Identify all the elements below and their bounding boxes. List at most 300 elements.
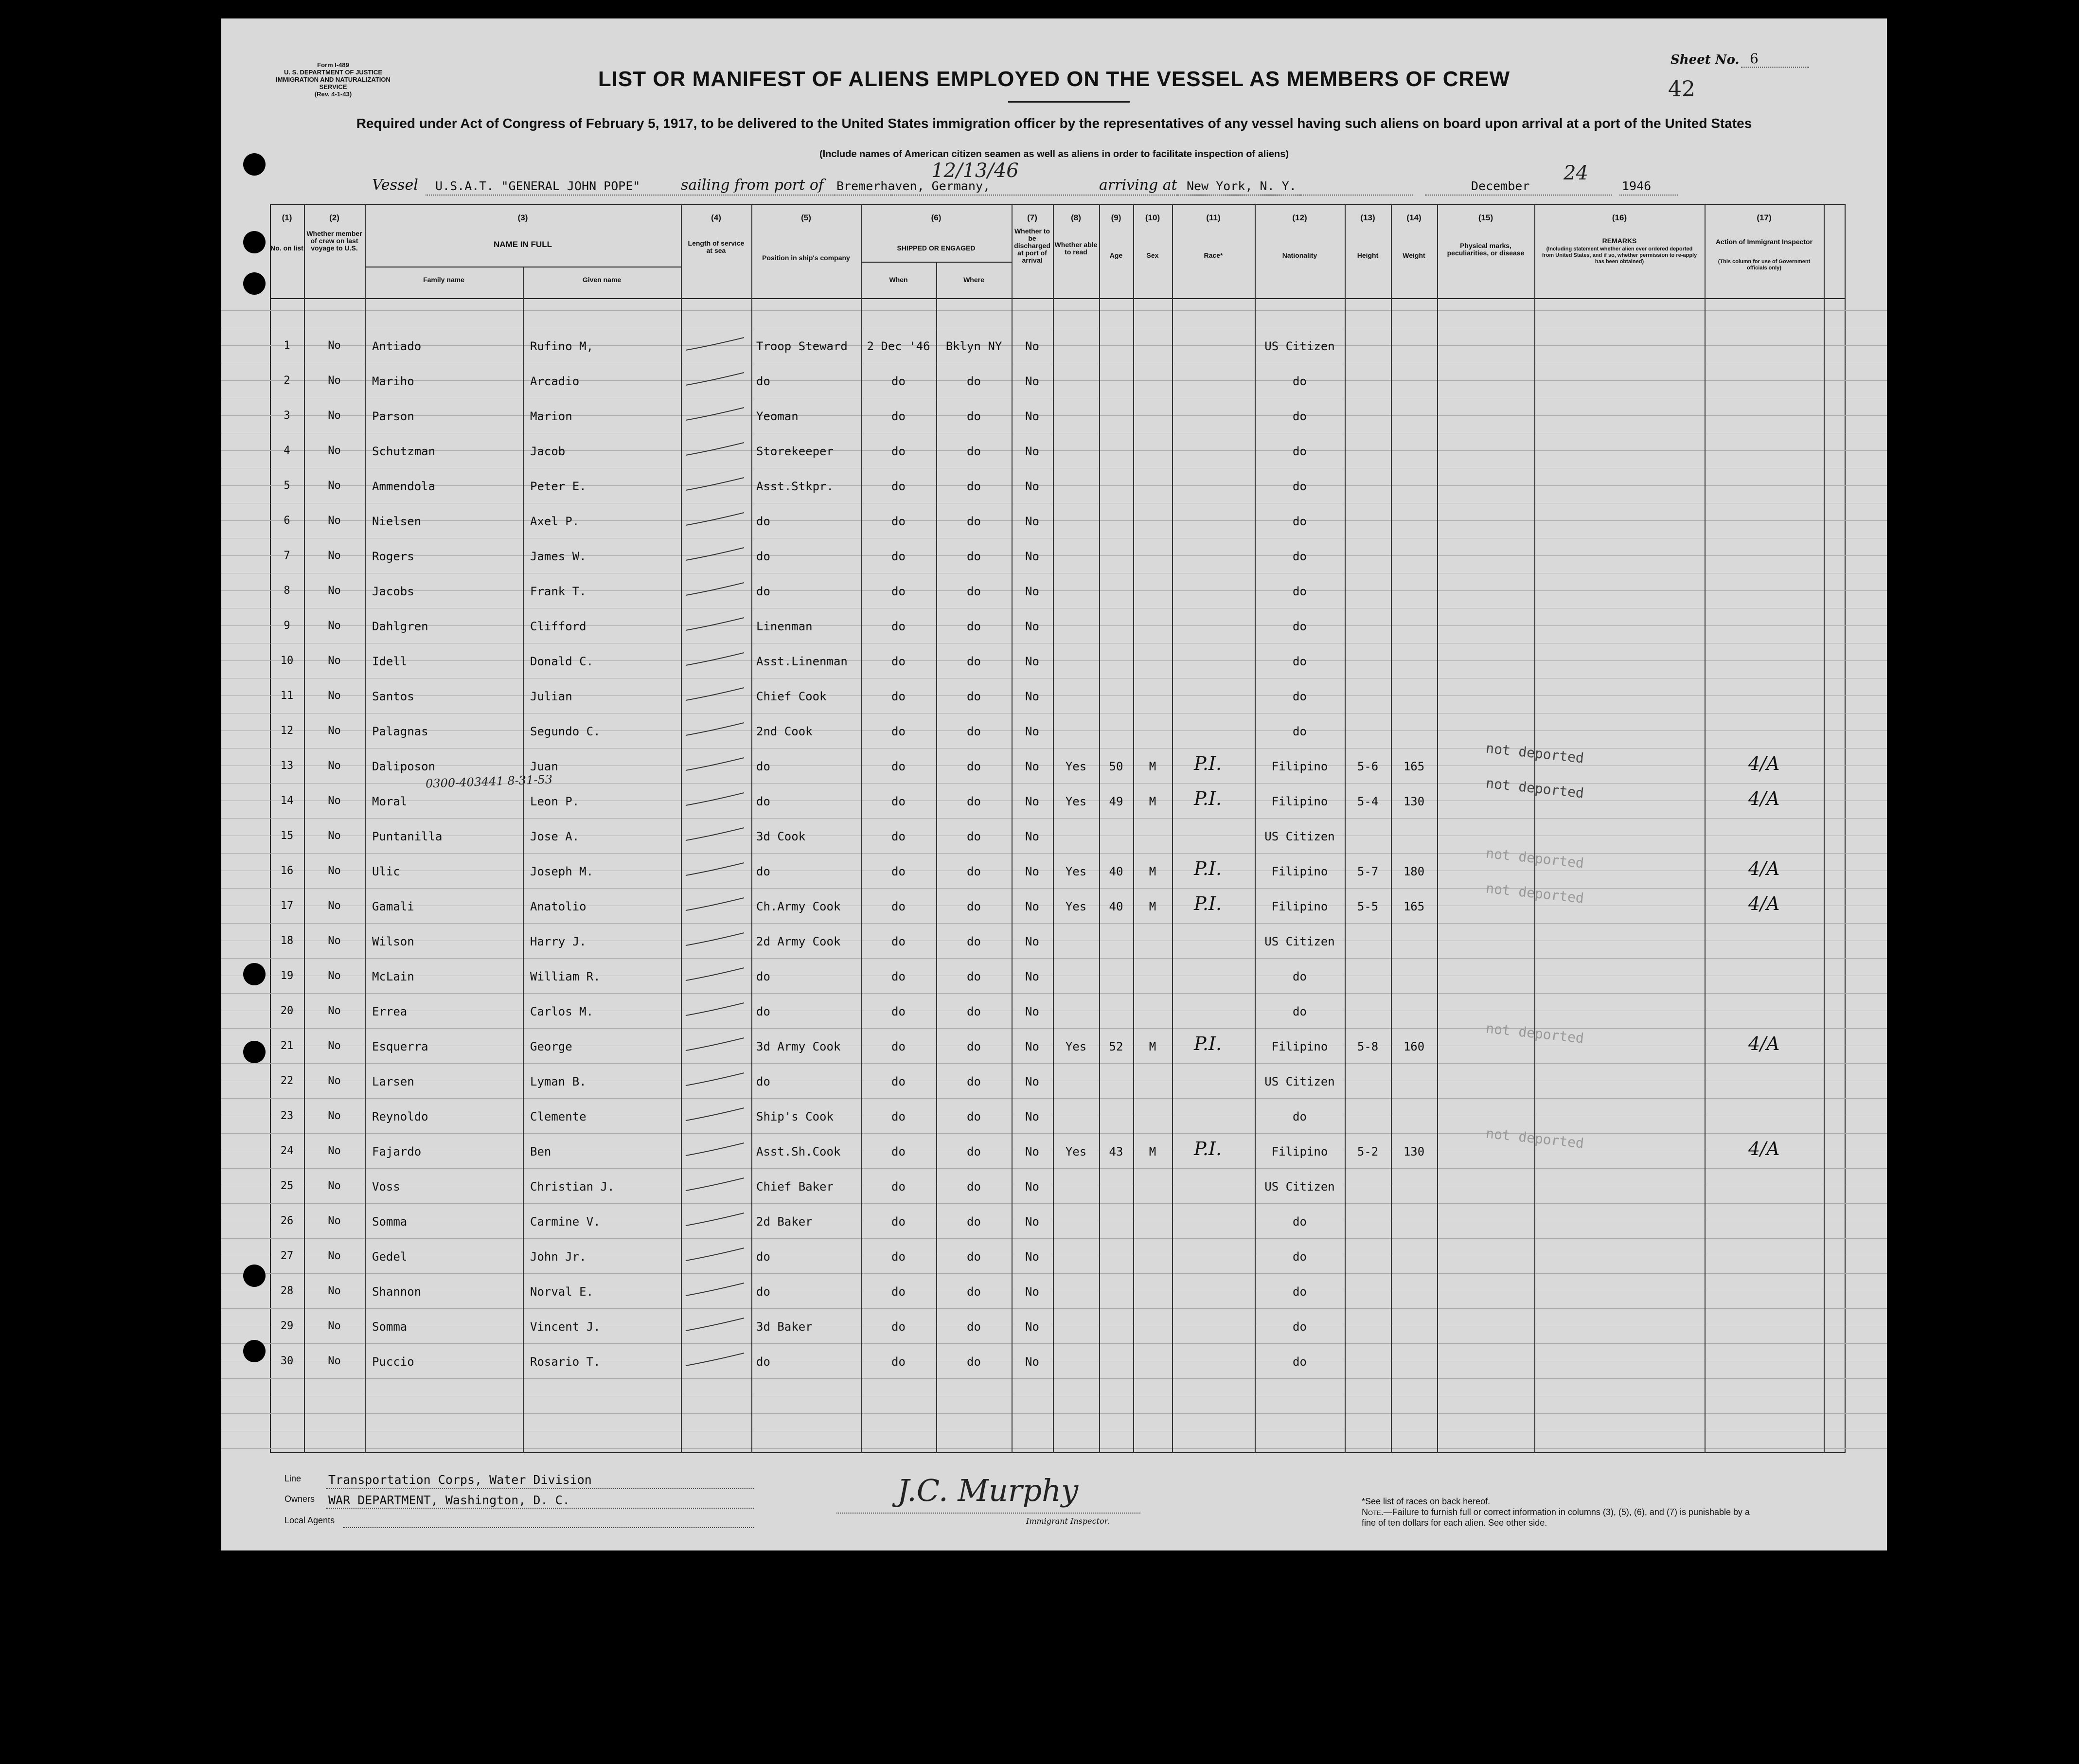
cell-nationality: do <box>1293 1250 1307 1264</box>
col5-label: Position in ship's company <box>762 254 850 262</box>
sheet-handwritten-number: 42 <box>1668 77 1695 102</box>
cell-prev: No <box>328 1145 341 1157</box>
cell-when: do <box>891 725 906 738</box>
col7-label: Whether to be discharged at port of arrival <box>1014 227 1050 264</box>
cell-where: do <box>967 1320 981 1334</box>
footer <box>221 1453 1887 1550</box>
cell-weight: 180 <box>1403 865 1425 878</box>
col6-where-label: Where <box>963 276 984 284</box>
ruled-line <box>221 1308 1887 1309</box>
cell-sex: M <box>1149 865 1156 878</box>
cell-read: Yes <box>1065 1040 1087 1053</box>
cell-weight: 165 <box>1403 900 1425 913</box>
cell-position: do <box>756 865 770 878</box>
cell-family: Wilson <box>372 935 414 948</box>
header-bottom-rule <box>270 298 1846 299</box>
cell-given: Joseph M. <box>530 865 594 878</box>
cell-given: Rosario T. <box>530 1355 601 1369</box>
service-tick-mark <box>683 1316 751 1336</box>
cell-prev: No <box>328 1005 341 1017</box>
cell-nationality: do <box>1293 1320 1307 1334</box>
cell-discharged: No <box>1025 1355 1039 1369</box>
cell-height: 5-2 <box>1357 1145 1379 1158</box>
service-tick-mark <box>683 791 751 810</box>
cell-where: do <box>967 374 981 388</box>
column-rule <box>365 204 366 1453</box>
col1-num: (1) <box>282 213 292 222</box>
cell-where: do <box>967 1075 981 1088</box>
service-tick-mark <box>683 966 751 985</box>
cell-no: 6 <box>284 515 290 527</box>
cell-position: Chief Baker <box>756 1180 834 1194</box>
service-tick-mark <box>683 616 751 635</box>
cell-position: 3d Cook <box>756 830 806 843</box>
cell-race: P.I. <box>1194 1033 1222 1054</box>
cell-when: do <box>891 480 906 493</box>
cell-when: do <box>891 585 906 598</box>
cell-family: Puccio <box>372 1355 414 1369</box>
column-rule <box>523 267 524 1453</box>
cell-height: 5-6 <box>1357 760 1379 773</box>
cell-nationality: Filipino <box>1271 1145 1328 1158</box>
cell-nationality: do <box>1293 1005 1307 1018</box>
cell-discharged: No <box>1025 410 1039 423</box>
cell-where: do <box>967 1110 981 1123</box>
cell-position: do <box>756 1250 770 1264</box>
cell-where: do <box>967 970 981 983</box>
ruled-line <box>221 1028 1887 1029</box>
cell-family: Schutzman <box>372 445 436 458</box>
include-note: (Include names of American citizen seamen as well as aliens in order to facilitate inspection of aliens) <box>819 149 1289 160</box>
cell-position: do <box>756 1285 770 1299</box>
service-tick-mark <box>683 931 751 950</box>
col5-num: (5) <box>801 213 811 222</box>
cell-discharged: No <box>1025 1005 1039 1018</box>
cell-position: Chief Cook <box>756 690 827 703</box>
binder-hole <box>243 1265 266 1287</box>
cell-age: 43 <box>1109 1145 1123 1158</box>
cell-remarks: not deported <box>1485 1125 1585 1152</box>
cell-when: do <box>891 1320 906 1334</box>
cell-when: do <box>891 515 906 528</box>
cell-prev: No <box>328 339 341 352</box>
cell-race: P.I. <box>1194 753 1222 774</box>
cell-given: Clemente <box>530 1110 586 1123</box>
cell-no: 7 <box>284 550 290 562</box>
races-footnote: *See list of races on back hereof. <box>1362 1497 1491 1506</box>
service-tick-mark <box>683 406 751 425</box>
cell-nationality: do <box>1293 1110 1307 1123</box>
cell-family: McLain <box>372 970 414 983</box>
cell-nationality: US Citizen <box>1264 830 1335 843</box>
ruled-line <box>221 310 1887 311</box>
cell-discharged: No <box>1025 480 1039 493</box>
service-tick-mark <box>683 1281 751 1301</box>
col16-num: (16) <box>1612 213 1627 222</box>
ruled-line <box>221 818 1887 819</box>
cell-where: do <box>967 690 981 703</box>
agents-dotline <box>343 1527 754 1528</box>
binder-hole <box>243 963 266 985</box>
ruled-line <box>221 993 1887 994</box>
cell-discharged: No <box>1025 1145 1039 1158</box>
cell-family: Ulic <box>372 865 400 878</box>
cell-family: Esquerra <box>372 1040 428 1053</box>
cell-family: Antiado <box>372 339 422 353</box>
cell-given: Lyman B. <box>530 1075 586 1088</box>
col6-label: SHIPPED OR ENGAGED <box>897 244 976 252</box>
cell-position: do <box>756 585 770 598</box>
cell-where: do <box>967 1250 981 1264</box>
cell-nationality: Filipino <box>1271 795 1328 808</box>
cell-read: Yes <box>1065 865 1087 878</box>
cell-nationality: do <box>1293 620 1307 633</box>
cell-where: do <box>967 620 981 633</box>
cell-given: Frank T. <box>530 585 586 598</box>
inspector-label: Immigrant Inspector. <box>1026 1516 1110 1526</box>
col4-label: Length of service at sea <box>688 239 745 254</box>
cell-when: do <box>891 1180 906 1194</box>
cell-weight: 160 <box>1403 1040 1425 1053</box>
cell-weight: 165 <box>1403 760 1425 773</box>
cell-discharged: No <box>1025 1215 1039 1229</box>
form-revision: (Rev. 4-1-43) <box>314 90 352 98</box>
cell-prev: No <box>328 620 341 632</box>
cell-action: 4/A <box>1748 893 1780 914</box>
service-tick-mark <box>683 896 751 915</box>
cell-where: do <box>967 550 981 563</box>
cell-remarks: not deported <box>1485 740 1585 766</box>
cell-where: do <box>967 445 981 458</box>
cell-prev: No <box>328 970 341 982</box>
cell-action: 4/A <box>1748 858 1780 879</box>
cell-position: do <box>756 1355 770 1369</box>
cell-no: 16 <box>280 865 294 877</box>
service-tick-mark <box>683 686 751 705</box>
year-dotline <box>1619 195 1678 196</box>
cell-nationality: do <box>1293 690 1307 703</box>
vessel-dotline <box>426 195 892 196</box>
cell-no: 19 <box>280 970 294 982</box>
service-tick-mark <box>683 476 751 495</box>
cell-discharged: No <box>1025 445 1039 458</box>
date-dotline <box>1425 195 1612 196</box>
cell-sex: M <box>1149 795 1156 808</box>
service-tick-mark <box>683 511 751 530</box>
cell-family: Shannon <box>372 1285 422 1299</box>
cell-position: 2d Baker <box>756 1215 813 1229</box>
col16-sublabel: (Including statement whether alien ever ordered deported from United States, and if so, whether permission to re-apply has been obtained) <box>1542 246 1697 265</box>
cell-prev: No <box>328 690 341 702</box>
cell-prev: No <box>328 1180 341 1192</box>
cell-prev: No <box>328 1355 341 1367</box>
ruled-line <box>221 1063 1887 1064</box>
column-rule <box>1133 204 1134 1453</box>
cell-no: 20 <box>280 1005 294 1017</box>
department-name: U. S. DEPARTMENT OF JUSTICE <box>284 69 382 76</box>
cell-discharged: No <box>1025 550 1039 563</box>
cell-when: do <box>891 1355 906 1369</box>
service-tick-mark <box>683 1246 751 1265</box>
cell-family: Palagnas <box>372 725 428 738</box>
cell-height: 5-8 <box>1357 1040 1379 1053</box>
cell-discharged: No <box>1025 1075 1039 1088</box>
cell-when: do <box>891 620 906 633</box>
cell-nationality: US Citizen <box>1264 1180 1335 1194</box>
cell-discharged: No <box>1025 725 1039 738</box>
cell-when: do <box>891 1215 906 1229</box>
cell-nationality: do <box>1293 374 1307 388</box>
sheet-no-label: Sheet No. <box>1670 53 1740 67</box>
cell-race: P.I. <box>1194 1138 1222 1159</box>
cell-nationality: Filipino <box>1271 1040 1328 1053</box>
column-rule <box>1053 204 1054 1453</box>
cell-position: Ch.Army Cook <box>756 900 841 913</box>
cell-race: P.I. <box>1194 788 1222 809</box>
line-value: Transportation Corps, Water Division <box>328 1473 592 1487</box>
cell-family: Larsen <box>372 1075 414 1088</box>
cell-position: Ship's Cook <box>756 1110 834 1123</box>
cell-given: Donald C. <box>530 655 594 668</box>
cell-prev: No <box>328 830 341 842</box>
cell-read: Yes <box>1065 760 1087 773</box>
column-rule <box>1255 204 1256 1453</box>
cell-prev: No <box>328 550 341 562</box>
cell-where: do <box>967 1040 981 1053</box>
cell-nationality: do <box>1293 515 1307 528</box>
col16-label: REMARKS <box>1602 237 1637 245</box>
cell-age: 40 <box>1109 900 1123 913</box>
cell-family: Daliposon <box>372 760 436 773</box>
cell-remarks: not deported <box>1485 845 1585 872</box>
column-rule <box>1824 204 1825 1453</box>
cell-family: Reynoldo <box>372 1110 428 1123</box>
manifest-sheet <box>221 18 1887 1550</box>
cell-prev: No <box>328 1320 341 1332</box>
cell-prev: No <box>328 1215 341 1227</box>
column-rule <box>861 204 862 1453</box>
cell-no: 29 <box>280 1320 294 1332</box>
cell-given: Peter E. <box>530 480 586 493</box>
service-tick-mark <box>683 1141 751 1160</box>
cell-weight: 130 <box>1403 795 1425 808</box>
cell-no: 11 <box>280 690 294 702</box>
col8-num: (8) <box>1071 213 1081 222</box>
col3-family-label: Family name <box>423 276 464 284</box>
cell-given: Julian <box>530 690 572 703</box>
cell-no: 4 <box>284 445 290 457</box>
cell-remarks: not deported <box>1485 775 1585 802</box>
cell-where: do <box>967 1145 981 1158</box>
cell-where: do <box>967 1005 981 1018</box>
cell-nationality: Filipino <box>1271 900 1328 913</box>
cell-given: William R. <box>530 970 601 983</box>
cell-family: Dahlgren <box>372 620 428 633</box>
cell-family: Nielsen <box>372 515 422 528</box>
cell-given: Segundo C. <box>530 725 601 738</box>
service-tick-mark <box>683 1036 751 1055</box>
service-tick-mark <box>683 721 751 740</box>
local-agents-label: Local Agents <box>284 1515 335 1525</box>
cell-sex: M <box>1149 900 1156 913</box>
cell-position: Asst.Sh.Cook <box>756 1145 841 1158</box>
binder-hole <box>243 231 266 253</box>
cell-family: Puntanilla <box>372 830 443 843</box>
page-title: LIST OR MANIFEST OF ALIENS EMPLOYED ON THE VESSEL AS MEMBERS OF CREW <box>598 67 1510 91</box>
cell-age: 40 <box>1109 865 1123 878</box>
col3-given-label: Given name <box>582 276 622 284</box>
cell-position: do <box>756 550 770 563</box>
owners-label: Owners <box>284 1494 315 1504</box>
cell-given: Ben <box>530 1145 551 1158</box>
binder-hole <box>243 1340 266 1362</box>
service-tick-mark <box>683 441 751 460</box>
cell-nationality: US Citizen <box>1264 935 1335 948</box>
col17-label: Action of Immigrant Inspector <box>1715 238 1813 246</box>
service-tick-mark <box>683 1351 751 1371</box>
cell-prev: No <box>328 480 341 492</box>
cell-when: 2 Dec '46 <box>867 339 930 353</box>
cell-prev: No <box>328 760 341 772</box>
owners-value: WAR DEPARTMENT, Washington, D. C. <box>328 1493 570 1507</box>
cell-prev: No <box>328 865 341 877</box>
crew-table <box>270 204 1846 1453</box>
cell-race: P.I. <box>1194 893 1222 914</box>
arrival-month: December <box>1471 179 1530 193</box>
cell-where: do <box>967 865 981 878</box>
title-underline <box>1008 101 1130 103</box>
cell-family: Somma <box>372 1215 408 1229</box>
cell-when: do <box>891 410 906 423</box>
service-tick-mark <box>683 546 751 565</box>
cell-race: P.I. <box>1194 858 1222 879</box>
cell-nationality: US Citizen <box>1264 339 1335 353</box>
cell-discharged: No <box>1025 1285 1039 1299</box>
cell-position: Troop Steward <box>756 339 848 353</box>
ruled-line <box>221 1203 1887 1204</box>
col17-num: (17) <box>1757 213 1772 222</box>
cell-prev: No <box>328 795 341 807</box>
cell-sex: M <box>1149 1040 1156 1053</box>
signature-line <box>836 1513 1140 1514</box>
subtitle: Required under Act of Congress of February 5, 1917, to be delivered to the United States immigration officer by the representatives of any vessel having such aliens on board upon arrival at a port of the United States <box>356 116 1752 131</box>
cell-discharged: No <box>1025 970 1039 983</box>
ruled-line <box>221 1378 1887 1379</box>
cell-discharged: No <box>1025 374 1039 388</box>
cell-given: Jacob <box>530 445 566 458</box>
cell-discharged: No <box>1025 655 1039 668</box>
col3-label: NAME IN FULL <box>494 240 552 249</box>
col17-sublabel: (This column for use of Government officials only) <box>1718 259 1811 271</box>
cell-when: do <box>891 1145 906 1158</box>
cell-no: 14 <box>280 795 294 807</box>
cell-family: Voss <box>372 1180 400 1194</box>
cell-family: Fajardo <box>372 1145 422 1158</box>
service-tick-mark <box>683 756 751 775</box>
cell-position: 2nd Cook <box>756 725 813 738</box>
ruled-line <box>221 853 1887 854</box>
cell-where: Bklyn NY <box>945 339 1002 353</box>
cell-when: do <box>891 1005 906 1018</box>
cell-family: Rogers <box>372 550 414 563</box>
column-rule <box>936 262 937 1453</box>
cell-family: Gamali <box>372 900 414 913</box>
column-rule <box>681 204 682 1453</box>
cell-no: 28 <box>280 1285 294 1297</box>
cell-prev: No <box>328 1040 341 1052</box>
service-tick-mark <box>683 826 751 845</box>
cell-nationality: do <box>1293 1215 1307 1229</box>
cell-discharged: No <box>1025 1250 1039 1264</box>
line-dotline <box>326 1488 754 1489</box>
cell-nationality: US Citizen <box>1264 1075 1335 1088</box>
cell-discharged: No <box>1025 900 1039 913</box>
sailing-port: Bremerhaven, Germany, <box>836 179 991 193</box>
cell-nationality: do <box>1293 970 1307 983</box>
cell-discharged: No <box>1025 1040 1039 1053</box>
cell-given: Juan <box>530 760 558 773</box>
cell-given: James W. <box>530 550 586 563</box>
cell-position: Asst.Linenman <box>756 655 848 668</box>
cell-sex: M <box>1149 1145 1156 1158</box>
cell-position: do <box>756 515 770 528</box>
cell-no: 12 <box>280 725 294 737</box>
cell-when: do <box>891 1110 906 1123</box>
cell-no: 18 <box>280 935 294 947</box>
cell-where: do <box>967 655 981 668</box>
cell-no: 22 <box>280 1075 294 1087</box>
cell-where: do <box>967 1355 981 1369</box>
cell-given: Christian J. <box>530 1180 615 1194</box>
column-rule <box>1705 204 1706 1453</box>
cell-position: do <box>756 760 770 773</box>
cell-nationality: do <box>1293 410 1307 423</box>
note-label: Note. <box>1362 1507 1384 1517</box>
cell-prev: No <box>328 900 341 912</box>
cell-family: Mariho <box>372 374 414 388</box>
ruled-line <box>221 1343 1887 1344</box>
cell-where: do <box>967 1215 981 1229</box>
cell-given: Anatolio <box>530 900 586 913</box>
cell-when: do <box>891 1040 906 1053</box>
cell-discharged: No <box>1025 585 1039 598</box>
cell-weight: 130 <box>1403 1145 1425 1158</box>
cell-where: do <box>967 935 981 948</box>
cell-discharged: No <box>1025 515 1039 528</box>
col13-num: (13) <box>1360 213 1375 222</box>
cell-prev: No <box>328 655 341 667</box>
cell-nationality: do <box>1293 725 1307 738</box>
cell-no: 26 <box>280 1215 294 1227</box>
sailing-label: sailing from port of <box>681 177 824 194</box>
cell-position: Asst.Stkpr. <box>756 480 834 493</box>
vessel-label: Vessel <box>372 177 418 194</box>
column-rule <box>1391 204 1392 1453</box>
cell-given: Leon P. <box>530 795 580 808</box>
cell-where: do <box>967 410 981 423</box>
cell-given: Jose A. <box>530 830 580 843</box>
cell-age: 49 <box>1109 795 1123 808</box>
cell-nationality: do <box>1293 1285 1307 1299</box>
service-tick-mark <box>683 371 751 390</box>
cell-position: Linenman <box>756 620 813 633</box>
column-rule <box>1437 204 1438 1453</box>
cell-position: Yeoman <box>756 410 799 423</box>
cell-family: Errea <box>372 1005 408 1018</box>
cell-family: Moral <box>372 795 408 808</box>
ruled-line <box>221 1238 1887 1239</box>
cell-when: do <box>891 445 906 458</box>
